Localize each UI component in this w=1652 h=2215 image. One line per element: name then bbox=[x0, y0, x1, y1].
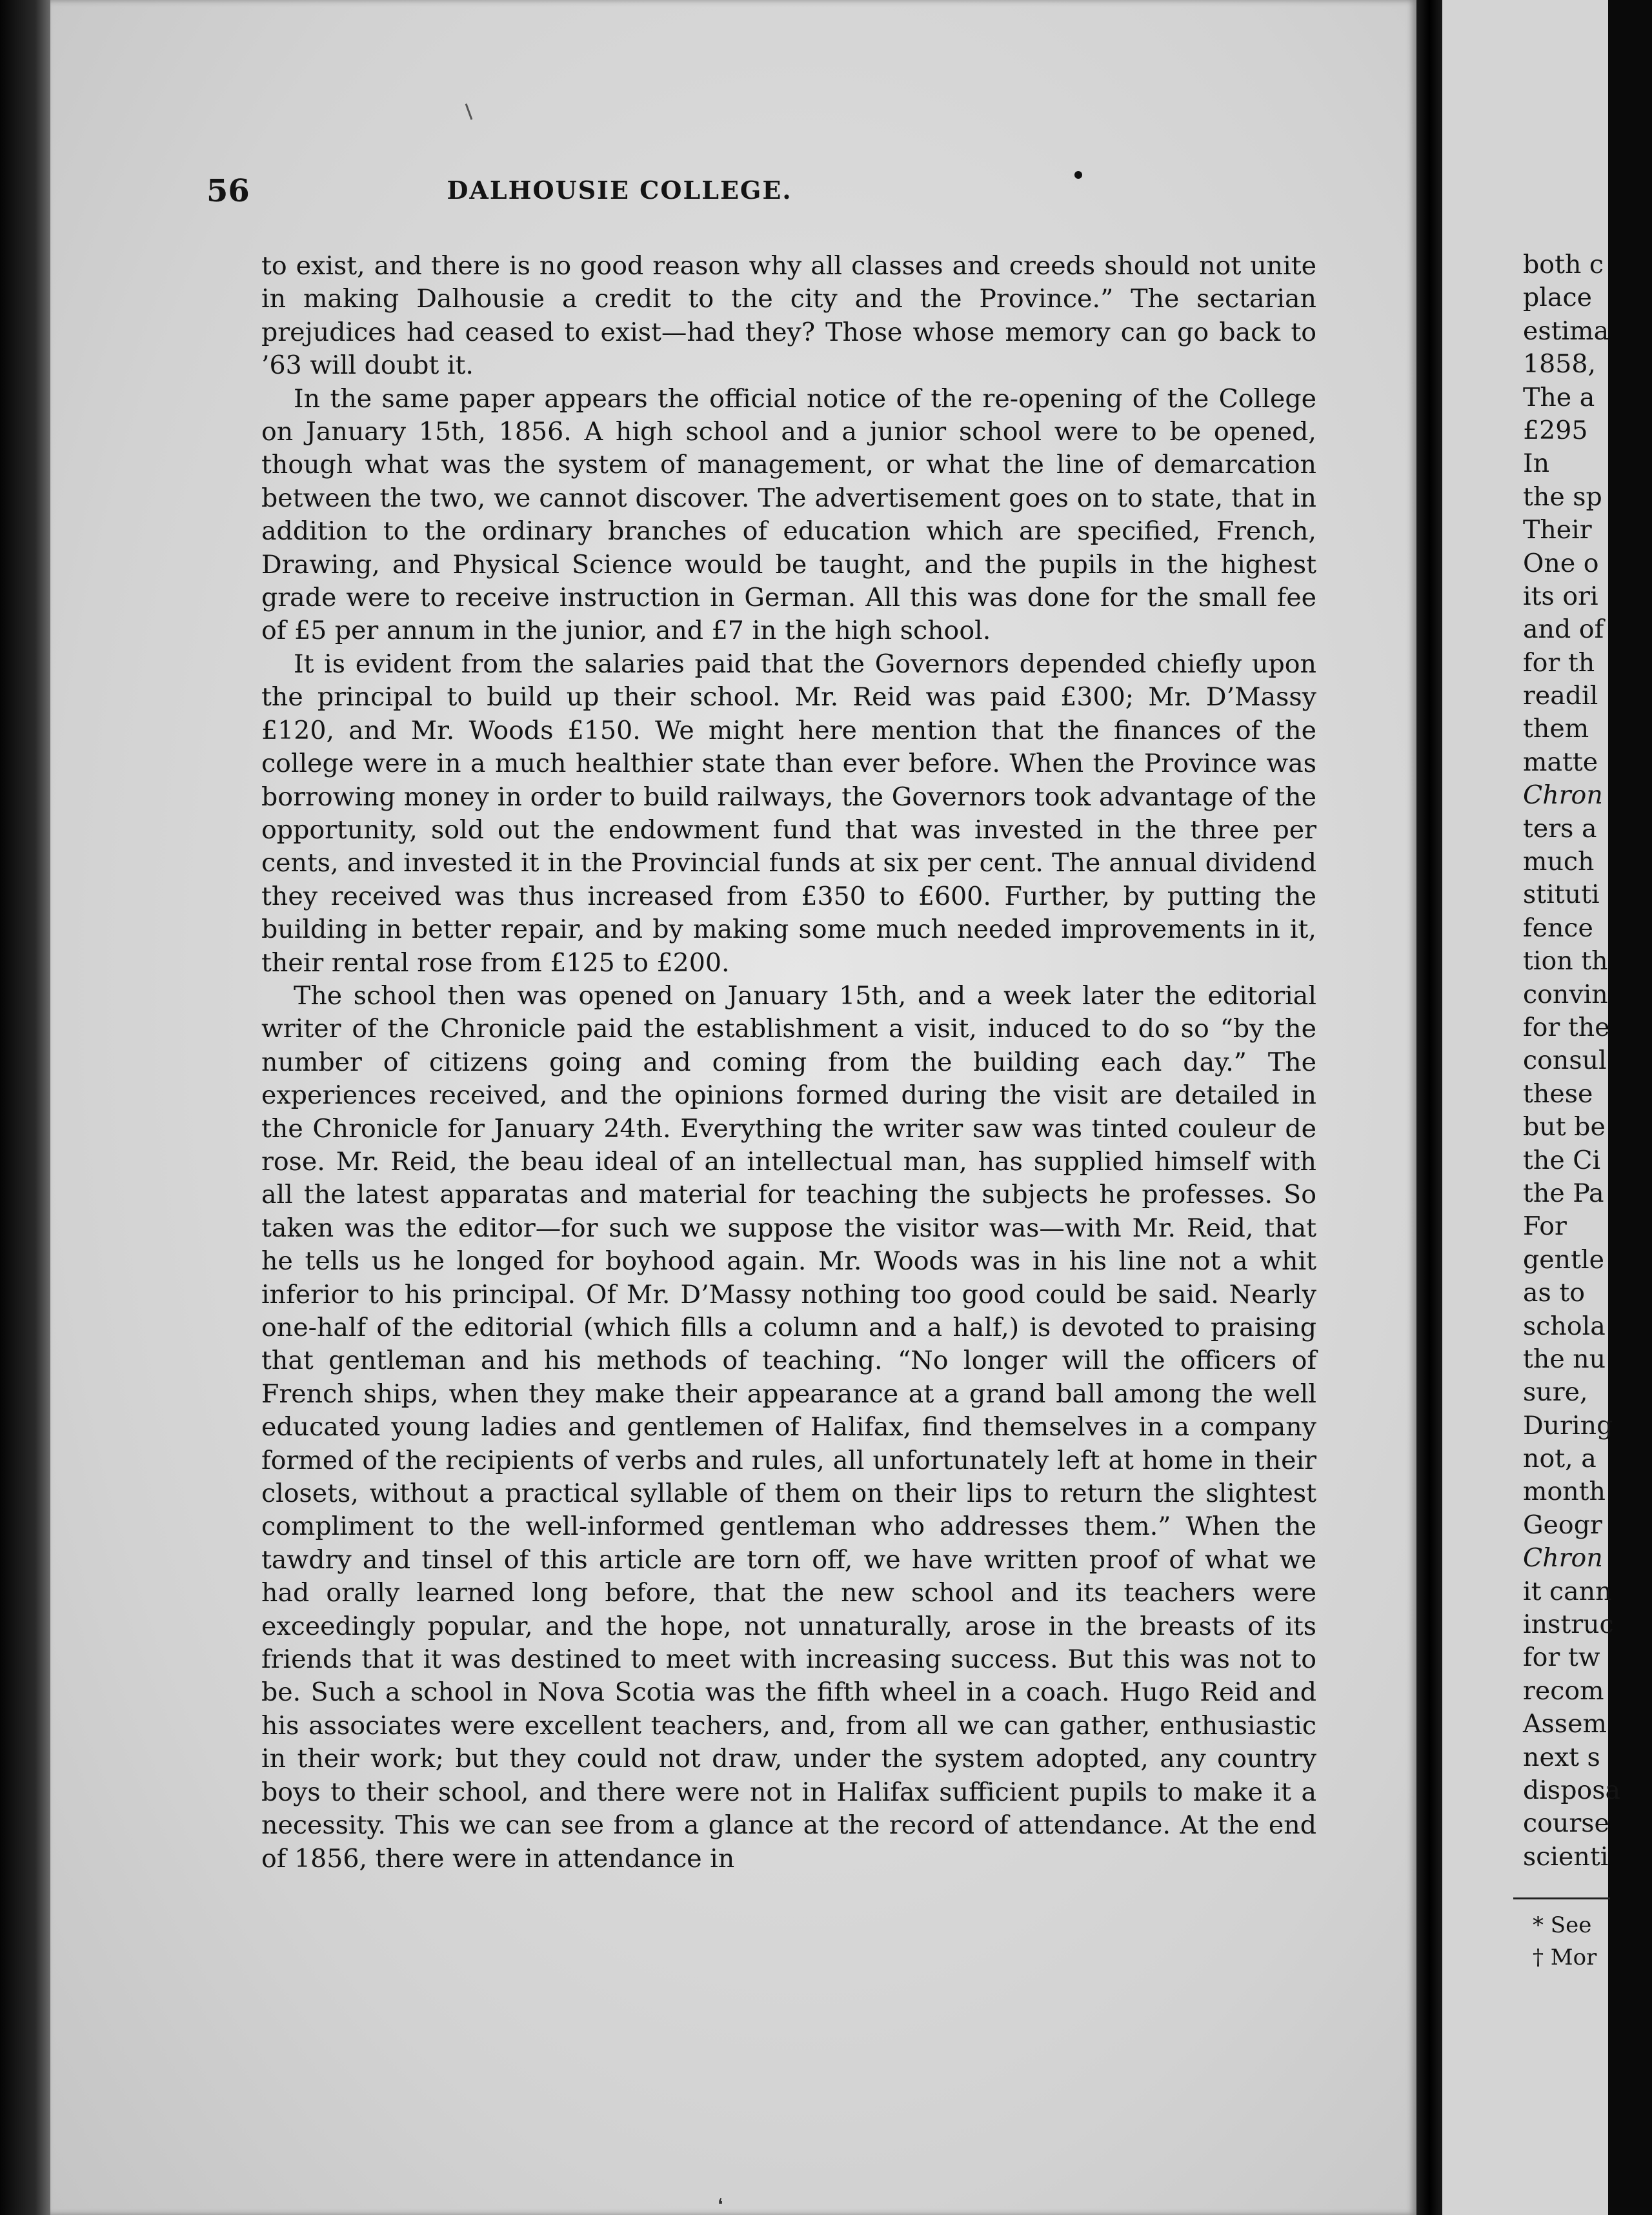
right-page-line: One o bbox=[1523, 548, 1599, 578]
right-page-line: the sp bbox=[1523, 481, 1602, 512]
right-page-line: stituti bbox=[1523, 880, 1600, 910]
right-page-line: much bbox=[1523, 847, 1595, 877]
right-page-line: 1858, bbox=[1523, 349, 1597, 379]
right-page-line: month bbox=[1523, 1477, 1606, 1507]
right-page-line: place bbox=[1523, 283, 1592, 313]
right-page-line: its ori bbox=[1523, 581, 1598, 611]
right-page-line: gentle bbox=[1523, 1244, 1604, 1275]
right-page-line: for tw bbox=[1523, 1643, 1600, 1673]
right-page-line: for the bbox=[1523, 1012, 1610, 1042]
right-page-line: the Pa bbox=[1523, 1178, 1604, 1208]
right-page-line: ters a bbox=[1523, 813, 1597, 844]
footnote-rule bbox=[1513, 1897, 1610, 1899]
right-page-line: course bbox=[1523, 1808, 1609, 1839]
right-page-line: Assem bbox=[1523, 1709, 1607, 1739]
right-page-line: consul bbox=[1523, 1046, 1607, 1076]
right-page-line: Chron bbox=[1523, 780, 1603, 811]
right-page-line: scienti bbox=[1523, 1841, 1609, 1872]
right-page-line: them bbox=[1523, 714, 1589, 744]
right-page-line: both c bbox=[1523, 250, 1604, 279]
right-page-line: fence bbox=[1523, 913, 1593, 943]
page-number: 56 bbox=[206, 173, 250, 209]
right-page-lines bbox=[1523, 248, 1652, 1874]
right-page-line: and of bbox=[1523, 614, 1604, 645]
right-page-line: tion th bbox=[1523, 946, 1608, 976]
paragraph: to exist, and there is no good reason why all classes and creeds should not unite in making Dalhousie a credit to the city and the Province.” The sectarian prejudices had ceased to exist—had they? Those whose memory can go back to ’63 will doubt it. bbox=[261, 251, 1316, 381]
right-page-line: In bbox=[1523, 449, 1550, 479]
right-page-line: During bbox=[1523, 1410, 1613, 1441]
right-page-line: For bbox=[1523, 1211, 1567, 1242]
right-page-line: instruc bbox=[1523, 1610, 1614, 1640]
body-text bbox=[261, 250, 1316, 1876]
right-page-line: The a bbox=[1523, 382, 1595, 412]
right-page-line: it cann bbox=[1523, 1576, 1612, 1606]
footnote-fragment: * See bbox=[1533, 1912, 1592, 1938]
right-page-line: estima bbox=[1523, 316, 1609, 346]
right-page-line: Geogr bbox=[1523, 1510, 1602, 1540]
paragraph: The school then was opened on January 15th, and a week later the editorial writer of the Chronicle paid the establishment a visit, induced to do so “by the number of citizens going and coming from the building each day.” The experiences received, and the opinions formed during the visit are detailed in the Chronicle for January 24th. Everything the writer saw was tinted couleur de rose. Mr. Reid, the beau ideal of an intellectual man, has supplied himself with all the latest apparatas and material for teaching the subjects he professes. So taken was the editor—for such we suppose the visitor was—with Mr. Reid, that he tells us he longed for boyhood again. Mr. Woods was in his line not a whit inferior to his principal. Of Mr. D’Massy nothing too good could be said. Nearly one-half of the editorial (which fills a column and a half,) is devoted to praising that gentleman and his methods of teaching. “No longer will the officers of French ships, when they make their appearance at a grand ball among the well educated young ladies and gentlemen of Halifax, find themselves in a company formed of the recipients of verbs and rules, all unfortunately left at home in their closets, without a practical syllable of them on their lips to return the slightest compliment to the well-informed gentleman who addresses them.” When the tawdry and tinsel of this article are torn off, we have written proof of what we had orally learned long before, that the new school and its teachers were exceedingly popular, and the hope, not unnaturally, arose in the breasts of its friends that it was destined to meet with increasing success. But this was not to be. Such a school in Nova Scotia was the fifth wheel in a coach. Hugo Reid and his associates were excellent teachers, and, from all we can gather, enthusiastic in their work; but they could not draw, under the system adopted, any country boys to their school, and there were not in Halifax sufficient pupils to make it a necessity. This we can see from a glance at the record of attendance. At the end of 1856, there were in attendance in bbox=[261, 980, 1316, 1874]
footnote-fragment: † Mor bbox=[1533, 1945, 1597, 1970]
right-page-line: these bbox=[1523, 1078, 1593, 1109]
ink-dot bbox=[1074, 171, 1082, 179]
right-page-line: Chron bbox=[1523, 1543, 1603, 1573]
paragraph: In the same paper appears the official notice of the re-opening of the College on January 15th, 1856. A high school and a junior school were to be opened, though what was the system of management, or what the line of demarcation between the two, we cannot discover. The advertisement goes on to state, that in addition to the ordinary branches of education which are specified, French, Drawing, and Physical Science would be taught, and the pupils in the highest grade were to receive instruction in German. All this was done for the small fee of £5 per annum in the junior, and £7 in the high school. bbox=[261, 383, 1316, 646]
right-page-line: not, a bbox=[1523, 1444, 1597, 1474]
right-page-line: readil bbox=[1523, 681, 1598, 711]
right-page-fragment bbox=[1442, 0, 1621, 2215]
right-page-line: the nu bbox=[1523, 1344, 1606, 1374]
right-page-line: for th bbox=[1523, 647, 1595, 678]
right-page-line: convin bbox=[1523, 979, 1608, 1009]
right-page-line: as to bbox=[1523, 1278, 1586, 1308]
running-title: DALHOUSIE COLLEGE. bbox=[447, 176, 792, 205]
right-page-line: next s bbox=[1523, 1742, 1600, 1772]
right-page-line: disposa bbox=[1523, 1775, 1621, 1805]
right-page-line: recom bbox=[1523, 1675, 1604, 1706]
right-page-line: sure, bbox=[1523, 1377, 1588, 1408]
book-gutter bbox=[1416, 0, 1442, 2215]
right-page-line: the Ci bbox=[1523, 1145, 1601, 1175]
scan-frame-left bbox=[0, 0, 50, 2215]
right-page-line: but be bbox=[1523, 1112, 1606, 1142]
paragraph: It is evident from the salaries paid that the Governors depended chiefly upon the principal to build up their school. Mr. Reid was paid £300; Mr. D’Massy £120, and Mr. Woods £150. We might here mention that the finances of the college were in a much healthier state than ever before. When the Province was borrowing money in order to build railways, the Governors took advantage of the opportunity, sold out the endowment fund that was invested in the three per cents, and invested it in the Provincial funds at six per cent. The annual dividend they received was thus increased from £350 to £600. Further, by putting the building in better repair, and by making some much needed improvements in it, their rental rose from £125 to £200. bbox=[261, 649, 1316, 978]
running-head bbox=[206, 173, 994, 225]
right-page-line: Their bbox=[1523, 515, 1592, 545]
right-page-line: matte bbox=[1523, 747, 1598, 777]
right-page-line: schola bbox=[1523, 1311, 1606, 1341]
right-footnotes bbox=[1533, 1909, 1597, 1974]
bottom-scan-mark: ❛ bbox=[718, 2196, 723, 2215]
right-page-line: £295 bbox=[1523, 415, 1588, 445]
